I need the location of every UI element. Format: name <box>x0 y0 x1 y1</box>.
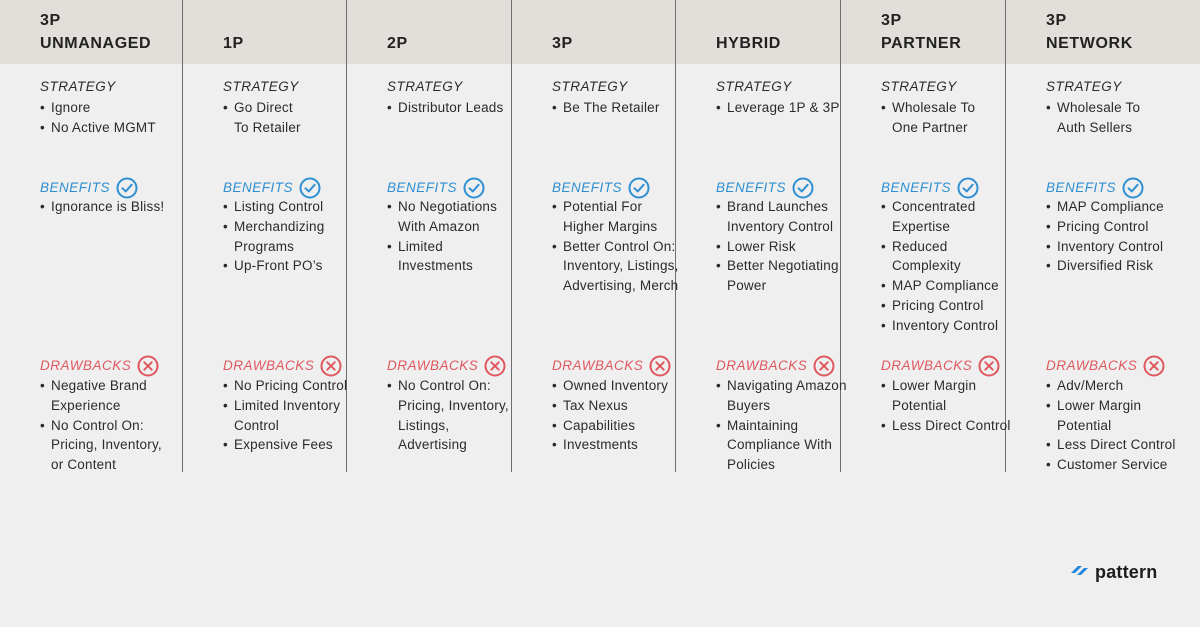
check-circle-icon <box>299 177 321 199</box>
item-line: • No Active MGMT <box>51 119 156 135</box>
item-line: Compliance With <box>727 437 833 453</box>
drawbacks-item <box>1046 396 1176 436</box>
item-line: • Owned Inventory <box>563 378 669 393</box>
column-4 <box>676 0 847 473</box>
strategy-list <box>716 98 840 118</box>
item-line: • Up-Front PO’s <box>234 258 323 274</box>
item-line: • Go Direct <box>234 100 293 115</box>
drawbacks-item <box>552 376 668 396</box>
item-line: • Brand Launches <box>727 199 829 214</box>
item-line: or Content <box>51 457 117 473</box>
item-line: • Limited <box>398 238 443 254</box>
column-title <box>223 9 244 55</box>
strategy-item <box>40 118 156 138</box>
strategy-list <box>223 98 301 138</box>
benefits-label: BENEFITS <box>716 180 787 195</box>
item-line: Control <box>234 417 279 433</box>
item-line: • Negative Brand <box>51 378 147 393</box>
item-line: • MAP Compliance <box>1057 199 1164 214</box>
strategy-list <box>1046 98 1140 138</box>
strategy-list <box>40 98 156 138</box>
item-line: • No Pricing Control <box>234 378 348 393</box>
benefits-item <box>881 237 999 277</box>
benefits-item <box>1046 197 1164 217</box>
drawbacks-item <box>1046 435 1176 455</box>
item-line: • Adv/Merch <box>1057 378 1124 393</box>
column-title-line: PARTNER <box>881 35 962 52</box>
item-line: Advertising <box>398 437 467 453</box>
logo-text: pattern <box>1095 562 1158 582</box>
drawbacks-item <box>40 416 162 475</box>
drawbacks-label: DRAWBACKS <box>387 358 479 373</box>
item-line: Expertise <box>892 218 951 234</box>
benefits-heading <box>716 177 814 199</box>
item-line: • Limited Inventory <box>234 397 341 413</box>
drawbacks-heading <box>716 355 835 377</box>
item-line: • Inventory Control <box>892 317 999 333</box>
pattern-logo-icon <box>1069 561 1091 584</box>
column-1 <box>183 0 347 472</box>
item-line: • MAP Compliance <box>892 278 999 294</box>
benefits-item <box>1046 256 1164 276</box>
item-line: • Listing Control <box>234 199 324 214</box>
item-line: • Reduced <box>892 238 948 254</box>
column-title-line: HYBRID <box>716 35 781 52</box>
drawbacks-heading <box>552 355 671 377</box>
x-circle-icon <box>137 355 159 377</box>
benefits-item <box>387 197 497 237</box>
drawbacks-list <box>881 376 1011 435</box>
item-line: Investments <box>398 258 473 274</box>
benefits-label: BENEFITS <box>223 180 294 195</box>
item-line: • Customer Service <box>1057 457 1168 473</box>
strategy-label: STRATEGY <box>552 79 628 94</box>
benefits-item <box>716 197 839 237</box>
drawbacks-label: DRAWBACKS <box>40 358 132 373</box>
strategy-heading <box>40 78 116 96</box>
benefits-item <box>1046 237 1164 257</box>
strategy-label: STRATEGY <box>1046 79 1122 94</box>
item-line: Programs <box>234 238 295 254</box>
item-line: Pricing, Inventory, <box>51 437 162 453</box>
column-5 <box>841 0 1011 472</box>
drawbacks-item <box>716 416 847 475</box>
benefits-item <box>881 197 999 237</box>
benefits-item <box>40 197 164 217</box>
x-circle-icon <box>649 355 671 377</box>
column-title <box>552 9 573 55</box>
pattern-logo[interactable] <box>1069 561 1157 584</box>
drawbacks-item <box>716 376 847 416</box>
column-title <box>387 9 408 55</box>
drawbacks-label: DRAWBACKS <box>223 358 315 373</box>
drawbacks-label: DRAWBACKS <box>1046 358 1138 373</box>
benefits-item <box>223 197 324 217</box>
benefits-list <box>552 197 679 296</box>
item-line: • Wholesale To <box>1057 100 1141 115</box>
item-line: • No Negotiations <box>398 199 498 214</box>
column-title-line: NETWORK <box>1046 35 1133 52</box>
item-line: • Less Direct Control <box>1057 437 1176 453</box>
strategy-label: STRATEGY <box>716 79 792 94</box>
item-line: To Retailer <box>234 119 301 135</box>
strategy-label: STRATEGY <box>881 79 957 94</box>
strategy-item <box>881 98 975 138</box>
strategy-label: STRATEGY <box>387 79 463 94</box>
column-title <box>881 9 961 55</box>
benefits-label: BENEFITS <box>387 180 458 195</box>
column-title-line: 3P <box>881 12 902 29</box>
benefits-list <box>40 197 164 217</box>
item-line: • Concentrated <box>892 199 976 214</box>
benefits-list <box>1046 197 1164 276</box>
benefits-heading <box>223 177 321 199</box>
drawbacks-item <box>881 376 1011 416</box>
item-line: • Ignore <box>51 100 91 115</box>
drawbacks-item <box>1046 455 1176 475</box>
strategy-item <box>1046 98 1140 138</box>
column-3 <box>512 0 679 472</box>
item-line: • Better Negotiating <box>727 258 839 274</box>
item-line: Complexity <box>892 258 961 274</box>
strategy-heading <box>1046 78 1122 96</box>
x-circle-icon <box>813 355 835 377</box>
benefits-heading <box>40 177 138 199</box>
item-line: Advertising, Merch <box>563 278 679 294</box>
drawbacks-item <box>1046 376 1176 396</box>
item-line: • Pricing Control <box>1057 218 1149 234</box>
item-line: • Tax Nexus <box>563 397 628 413</box>
item-line: • Lower Margin <box>1057 397 1142 413</box>
benefits-item <box>881 296 999 316</box>
check-circle-icon <box>957 177 979 199</box>
benefits-item <box>223 217 324 257</box>
strategy-item <box>716 98 840 118</box>
item-line: Potential <box>1057 417 1112 433</box>
drawbacks-list <box>1046 376 1176 475</box>
column-6 <box>1006 0 1200 472</box>
benefits-heading <box>881 177 979 199</box>
benefits-item <box>716 237 839 257</box>
item-line: Policies <box>727 457 776 473</box>
drawbacks-label: DRAWBACKS <box>552 358 644 373</box>
item-line: • Investments <box>563 437 638 453</box>
strategy-list <box>387 98 503 118</box>
drawbacks-item <box>552 435 668 455</box>
drawbacks-item <box>223 396 347 436</box>
column-title-line: 3P <box>40 12 61 29</box>
drawbacks-item <box>881 416 1011 436</box>
column-title <box>40 9 151 55</box>
item-line: Inventory, Listings, <box>563 258 679 274</box>
column-title-line: UNMANAGED <box>40 35 152 52</box>
x-circle-icon <box>978 355 1000 377</box>
item-line: Potential <box>892 397 947 413</box>
strategy-heading <box>387 78 463 96</box>
drawbacks-item <box>387 376 509 455</box>
strategy-label: STRATEGY <box>223 79 299 94</box>
item-line: • Lower Risk <box>727 238 796 254</box>
item-line: • Merchandizing <box>234 218 325 234</box>
strategy-label: STRATEGY <box>40 79 116 94</box>
item-line: • Better Control On: <box>563 238 676 254</box>
benefits-item <box>716 256 839 296</box>
column-2 <box>347 0 512 472</box>
drawbacks-label: DRAWBACKS <box>881 358 973 373</box>
item-line: Buyers <box>727 397 771 413</box>
item-line: Auth Sellers <box>1057 119 1133 135</box>
item-line: • Distributor Leads <box>398 100 504 115</box>
check-circle-icon <box>628 177 650 199</box>
x-circle-icon <box>1143 355 1165 377</box>
benefits-label: BENEFITS <box>552 180 623 195</box>
benefits-heading <box>552 177 650 199</box>
item-line: Listings, <box>398 417 450 433</box>
column-title <box>1046 9 1133 55</box>
benefits-list <box>223 197 324 276</box>
item-line: Pricing, Inventory, <box>398 397 509 413</box>
item-line: Inventory Control <box>727 218 834 234</box>
drawbacks-heading <box>1046 355 1165 377</box>
strategy-item <box>552 98 660 118</box>
item-line: • No Control On: <box>398 378 491 393</box>
item-line: • Less Direct Control <box>892 417 1011 433</box>
benefits-item <box>552 237 679 296</box>
benefits-list <box>387 197 497 276</box>
strategy-list <box>881 98 975 138</box>
strategy-heading <box>716 78 792 96</box>
drawbacks-list <box>40 376 162 475</box>
benefits-list <box>881 197 999 336</box>
column-title-line: 2P <box>387 35 408 52</box>
drawbacks-heading <box>387 355 506 377</box>
drawbacks-item <box>552 396 668 416</box>
item-line: • Expensive Fees <box>234 437 333 453</box>
drawbacks-item <box>223 435 347 455</box>
item-line: Experience <box>51 397 121 413</box>
column-title-line: 1P <box>223 35 244 52</box>
drawbacks-list <box>716 376 847 475</box>
strategy-item <box>387 98 503 118</box>
benefits-item <box>223 256 324 276</box>
benefits-item <box>1046 217 1164 237</box>
drawbacks-list <box>223 376 347 455</box>
item-line: • Capabilities <box>563 417 636 433</box>
item-line: • Lower Margin <box>892 378 977 393</box>
column-title <box>716 9 781 55</box>
benefits-item <box>552 197 679 237</box>
check-circle-icon <box>792 177 814 199</box>
drawbacks-label: DRAWBACKS <box>716 358 808 373</box>
drawbacks-heading <box>881 355 1000 377</box>
benefits-item <box>881 276 999 296</box>
item-line: • Ignorance is Bliss! <box>51 199 165 214</box>
item-line: One Partner <box>892 119 968 135</box>
item-line: • Potential For <box>563 199 643 214</box>
item-line: • Leverage 1P & 3P <box>727 100 840 115</box>
item-line: • No Control On: <box>51 417 144 433</box>
benefits-label: BENEFITS <box>1046 180 1117 195</box>
strategy-heading <box>881 78 957 96</box>
column-title-line: 3P <box>1046 12 1067 29</box>
check-circle-icon <box>1122 177 1144 199</box>
strategy-heading <box>552 78 628 96</box>
item-line: • Wholesale To <box>892 100 976 115</box>
item-line: • Navigating Amazon <box>727 378 847 393</box>
column-0 <box>0 0 183 472</box>
x-circle-icon <box>484 355 506 377</box>
strategy-list <box>552 98 660 118</box>
item-line: Higher Margins <box>563 218 658 234</box>
benefits-item <box>387 237 497 277</box>
benefits-label: BENEFITS <box>881 180 952 195</box>
check-circle-icon <box>463 177 485 199</box>
benefits-label: BENEFITS <box>40 180 111 195</box>
item-line: • Pricing Control <box>892 297 984 313</box>
drawbacks-heading <box>223 355 342 377</box>
drawbacks-list <box>387 376 509 455</box>
item-line: • Diversified Risk <box>1057 258 1154 274</box>
strategy-item <box>223 98 301 138</box>
strategy-item <box>40 98 156 118</box>
drawbacks-heading <box>40 355 159 377</box>
column-title-line: 3P <box>552 35 573 52</box>
item-line: • Inventory Control <box>1057 238 1164 254</box>
benefits-heading <box>387 177 485 199</box>
item-line: • Maintaining <box>727 417 799 433</box>
item-line: Power <box>727 278 767 294</box>
x-circle-icon <box>320 355 342 377</box>
drawbacks-item <box>552 416 668 436</box>
benefits-heading <box>1046 177 1144 199</box>
drawbacks-item <box>40 376 162 416</box>
benefits-list <box>716 197 839 296</box>
drawbacks-list <box>552 376 668 455</box>
item-line: • Be The Retailer <box>563 100 660 115</box>
strategy-heading <box>223 78 299 96</box>
drawbacks-item <box>223 376 347 396</box>
benefits-item <box>881 316 999 336</box>
check-circle-icon <box>116 177 138 199</box>
item-line: With Amazon <box>398 218 480 234</box>
